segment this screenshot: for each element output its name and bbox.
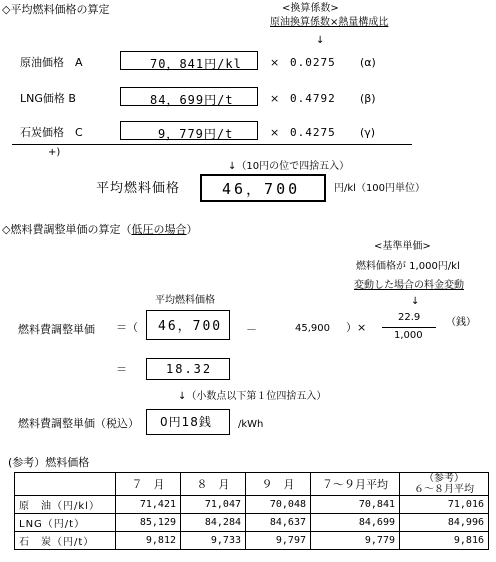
header-ref-period: ６～８月平均	[414, 484, 474, 495]
table-cell: 9,733	[181, 532, 246, 550]
reference-table	[14, 472, 489, 550]
table-cell: 70,048	[246, 496, 311, 514]
base-price: 45,900	[295, 323, 330, 334]
section2-title-start: ◇燃料費調整単価の算定（	[2, 223, 132, 236]
table-cell: 9,797	[246, 532, 311, 550]
taxed-value: 0円18銭	[160, 415, 212, 429]
kwh-unit: /kWh	[238, 419, 264, 430]
header-cell	[15, 473, 116, 496]
unit-price-label: 燃料費調整単価	[18, 323, 95, 336]
table-cell: 71,047	[181, 496, 246, 514]
fraction-bar	[382, 327, 436, 328]
table-cell: 84,996	[400, 514, 489, 532]
sum-line	[12, 144, 412, 145]
table-cell: 84,637	[246, 514, 311, 532]
numerator: 22.9	[398, 312, 421, 323]
std-line2: 変動した場合の料金変動	[354, 280, 464, 291]
times-sign: ×	[270, 126, 280, 139]
table-header-row	[15, 473, 489, 496]
coal-coef: 0.4275	[290, 126, 336, 139]
lng-price-value: 84，699円/t	[150, 93, 234, 107]
table-cell: 70,841	[311, 496, 400, 514]
table-cell: 84,284	[181, 514, 246, 532]
header-cell: ７～９月平均	[311, 473, 400, 496]
section2-title	[2, 224, 197, 235]
coef-formula: 原油換算係数×熱量構成比	[270, 17, 389, 28]
taxed-label: 燃料費調整単価（税込）	[18, 417, 139, 430]
crude-coef: 0.0275	[290, 56, 336, 69]
crude-label: 原油価格 A	[20, 56, 83, 69]
rounding-note: ↓（10円の位で四捨五入）	[228, 161, 350, 172]
low-voltage-label: 低圧の場合	[131, 223, 187, 236]
gamma-symbol: (γ)	[360, 126, 376, 139]
coal-label: 石炭価格 C	[20, 126, 83, 139]
lng-label: LNG価格 B	[20, 92, 76, 105]
table-row	[15, 532, 489, 550]
table-cell: 9,812	[116, 532, 181, 550]
header-ref-label: （参考）	[424, 473, 464, 484]
sen-unit: （銭）	[446, 317, 476, 328]
header-cell-ref	[400, 473, 489, 496]
denominator: 1,000	[394, 330, 423, 341]
table-cell: 9,816	[400, 532, 489, 550]
round-note2: ↓（小数点以下第１位四捨五入）	[178, 391, 327, 402]
header-cell: ９ 月	[246, 473, 311, 496]
std-line1: 燃料価格が 1,000円/kl	[356, 261, 460, 272]
minus-sign: －	[246, 323, 257, 336]
avg-price-unit: 円/kl（100円単位）	[334, 183, 426, 194]
coef-arrow: ↓	[316, 35, 325, 46]
header-cell: ８ 月	[181, 473, 246, 496]
row-label: LNG（円/t）	[15, 514, 116, 532]
table-cell: 84,699	[311, 514, 400, 532]
table-cell: 85,129	[116, 514, 181, 532]
row-label: 石 炭（円/t）	[15, 532, 116, 550]
coal-price-value: 9，779円/t	[158, 127, 234, 141]
table-row	[15, 496, 489, 514]
crude-price-value: 70，841円/kl	[150, 57, 242, 71]
plus-sign: +)	[48, 147, 61, 158]
table-row	[15, 514, 489, 532]
reference-title: (参考）燃料価格	[8, 456, 90, 469]
std-arrow: ↓	[411, 296, 420, 307]
header-cell: ７ 月	[116, 473, 181, 496]
table-cell: 71,421	[116, 496, 181, 514]
equals-sign: ＝	[116, 363, 127, 376]
row-label: 原 油（円/kl）	[15, 496, 116, 514]
table-cell: 9,779	[311, 532, 400, 550]
lng-coef: 0.4792	[290, 92, 336, 105]
coef-title: <換算係数>	[282, 3, 339, 14]
alpha-symbol: (α)	[360, 56, 376, 69]
avg-price-ref-value: 46，700	[158, 319, 223, 334]
section1-title: ◇平均燃料価格の算定	[2, 3, 110, 16]
std-title: <基準単価>	[374, 241, 431, 252]
section2-title-end: ）	[186, 223, 198, 236]
table-cell: 71,016	[400, 496, 489, 514]
times-sign: ×	[270, 92, 280, 105]
times-sign: ×	[270, 56, 280, 69]
beta-symbol: (β)	[360, 92, 376, 105]
equals-open: ＝（	[116, 321, 138, 334]
avg-price-label: 平均燃料価格	[96, 181, 181, 196]
avg-price-value: 46，700	[222, 180, 301, 198]
result-value: 18.32	[166, 362, 213, 376]
close-times: ）×	[346, 321, 367, 334]
avg-header: 平均燃料価格	[155, 295, 215, 306]
